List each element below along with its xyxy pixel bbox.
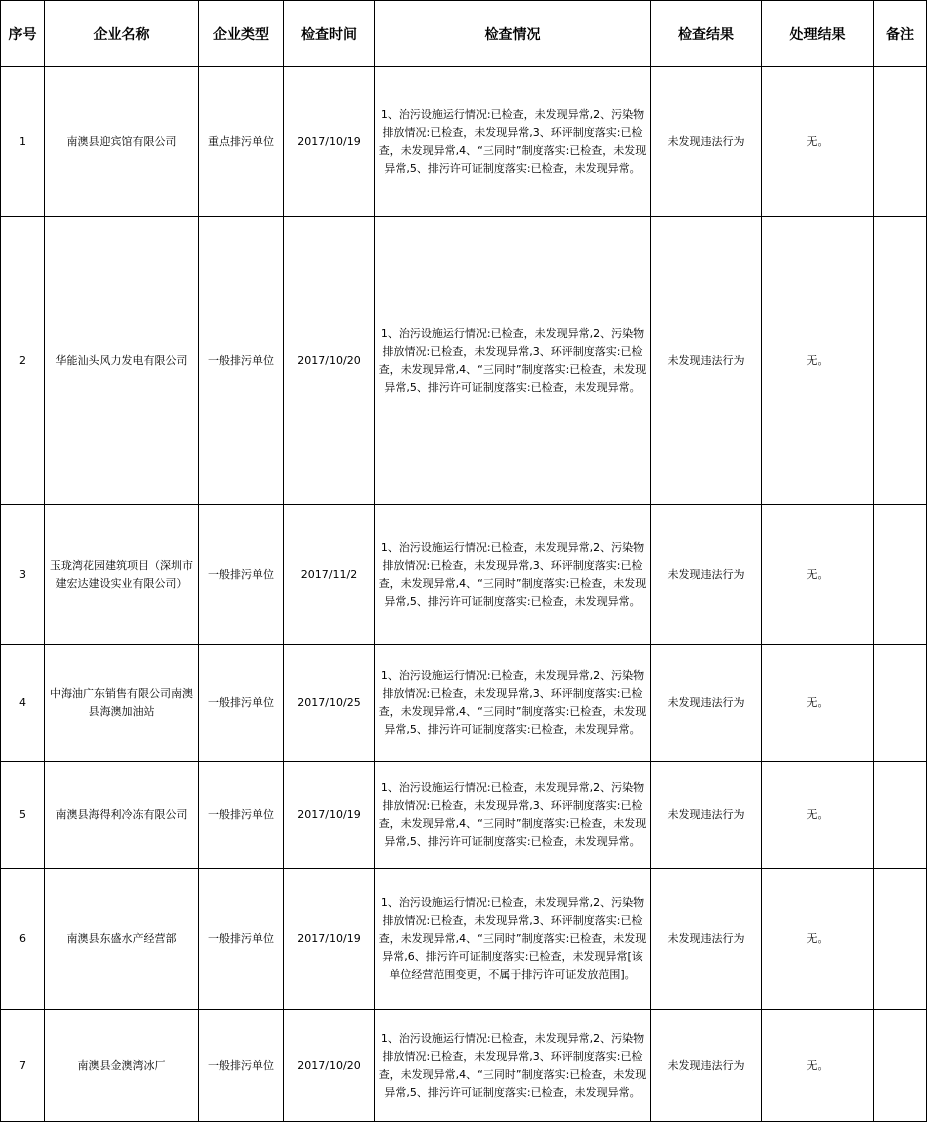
header-inspection-result: 检查结果 xyxy=(651,1,762,67)
cell-remark xyxy=(874,869,927,1010)
header-remark: 备注 xyxy=(874,1,927,67)
cell-handling-result: 无。 xyxy=(762,869,874,1010)
table-row xyxy=(1,645,927,762)
cell-handling-result: 无。 xyxy=(762,645,874,762)
header-no: 序号 xyxy=(1,1,45,67)
cell-handling-result: 无。 xyxy=(762,217,874,505)
cell-inspection-date: 2017/10/20 xyxy=(284,217,375,505)
cell-no: 5 xyxy=(1,762,45,869)
cell-inspection-result: 未发现违法行为 xyxy=(651,1010,762,1122)
cell-no: 4 xyxy=(1,645,45,762)
cell-company-type: 一般排污单位 xyxy=(199,645,284,762)
header-inspection-date: 检查时间 xyxy=(284,1,375,67)
header-company-name: 企业名称 xyxy=(45,1,199,67)
cell-handling-result: 无。 xyxy=(762,505,874,645)
table-row xyxy=(1,505,927,645)
cell-remark xyxy=(874,645,927,762)
cell-inspection-result: 未发现违法行为 xyxy=(651,645,762,762)
cell-inspection-details: 1、治污设施运行情况:已检查，未发现异常,2、污染物排放情况:已检查，未发现异常,3、环评制度落实:已检查，未发现异常,4、“三同时”制度落实:已检查，未发现异常,5、排污许可证制度落实:已检查，未发现异常。 xyxy=(375,645,651,762)
cell-company-type: 重点排污单位 xyxy=(199,67,284,217)
cell-handling-result: 无。 xyxy=(762,762,874,869)
header-handling-result: 处理结果 xyxy=(762,1,874,67)
cell-remark xyxy=(874,762,927,869)
cell-inspection-result: 未发现违法行为 xyxy=(651,217,762,505)
table-row xyxy=(1,869,927,1010)
cell-company-name: 中海油广东销售有限公司南澳县海澳加油站 xyxy=(45,645,199,762)
cell-no: 7 xyxy=(1,1010,45,1122)
table-row xyxy=(1,1010,927,1122)
cell-inspection-date: 2017/10/19 xyxy=(284,869,375,1010)
cell-inspection-date: 2017/10/25 xyxy=(284,645,375,762)
cell-company-name: 南澳县海得利冷冻有限公司 xyxy=(45,762,199,869)
cell-no: 1 xyxy=(1,67,45,217)
cell-remark xyxy=(874,67,927,217)
cell-inspection-result: 未发现违法行为 xyxy=(651,67,762,217)
header-inspection-details: 检查情况 xyxy=(375,1,651,67)
cell-no: 3 xyxy=(1,505,45,645)
cell-handling-result: 无。 xyxy=(762,67,874,217)
cell-company-name: 南澳县东盛水产经营部 xyxy=(45,869,199,1010)
cell-inspection-date: 2017/10/20 xyxy=(284,1010,375,1122)
cell-no: 2 xyxy=(1,217,45,505)
cell-no: 6 xyxy=(1,869,45,1010)
cell-remark xyxy=(874,1010,927,1122)
cell-company-type: 一般排污单位 xyxy=(199,217,284,505)
cell-inspection-date: 2017/10/19 xyxy=(284,762,375,869)
cell-inspection-date: 2017/11/2 xyxy=(284,505,375,645)
cell-handling-result: 无。 xyxy=(762,1010,874,1122)
cell-company-name: 南澳县金澳湾冰厂 xyxy=(45,1010,199,1122)
cell-inspection-details: 1、治污设施运行情况:已检查，未发现异常,2、污染物排放情况:已检查，未发现异常,3、环评制度落实:已检查，未发现异常,4、“三同时”制度落实:已检查，未发现异常,5、排污许可证制度落实:已检查，未发现异常。 xyxy=(375,505,651,645)
cell-remark xyxy=(874,217,927,505)
cell-company-name: 玉珑湾花园建筑项目（深圳市建宏达建设实业有限公司） xyxy=(45,505,199,645)
cell-company-type: 一般排污单位 xyxy=(199,762,284,869)
header-company-type: 企业类型 xyxy=(199,1,284,67)
cell-company-type: 一般排污单位 xyxy=(199,869,284,1010)
cell-inspection-result: 未发现违法行为 xyxy=(651,762,762,869)
table-row xyxy=(1,762,927,869)
cell-company-name: 南澳县迎宾馆有限公司 xyxy=(45,67,199,217)
cell-inspection-details: 1、治污设施运行情况:已检查，未发现异常,2、污染物排放情况:已检查，未发现异常,3、环评制度落实:已检查，未发现异常,4、“三同时”制度落实:已检查，未发现异常,5、排污许可证制度落实:已检查，未发现异常。 xyxy=(375,1010,651,1122)
cell-inspection-details: 1、治污设施运行情况:已检查，未发现异常,2、污染物排放情况:已检查，未发现异常,3、环评制度落实:已检查，未发现异常,4、“三同时”制度落实:已检查，未发现异常,5、排污许可证制度落实:已检查，未发现异常。 xyxy=(375,762,651,869)
cell-inspection-date: 2017/10/19 xyxy=(284,67,375,217)
cell-inspection-result: 未发现违法行为 xyxy=(651,869,762,1010)
cell-company-type: 一般排污单位 xyxy=(199,505,284,645)
table-row xyxy=(1,67,927,217)
table-row xyxy=(1,217,927,505)
cell-inspection-details: 1、治污设施运行情况:已检查，未发现异常,2、污染物排放情况:已检查，未发现异常,3、环评制度落实:已检查，未发现异常,4、“三同时”制度落实:已检查，未发现异常,6、排污许可证制度落实:已检查，未发现异常[该单位经营范围变更，不属于排污许可证发放范围]。 xyxy=(375,869,651,1010)
cell-company-type: 一般排污单位 xyxy=(199,1010,284,1122)
cell-inspection-details: 1、治污设施运行情况:已检查，未发现异常,2、污染物排放情况:已检查，未发现异常,3、环评制度落实:已检查，未发现异常,4、“三同时”制度落实:已检查，未发现异常,5、排污许可证制度落实:已检查，未发现异常。 xyxy=(375,217,651,505)
cell-remark xyxy=(874,505,927,645)
cell-company-name: 华能汕头风力发电有限公司 xyxy=(45,217,199,505)
cell-inspection-result: 未发现违法行为 xyxy=(651,505,762,645)
header-row xyxy=(1,1,927,67)
cell-inspection-details: 1、治污设施运行情况:已检查，未发现异常,2、污染物排放情况:已检查，未发现异常,3、环评制度落实:已检查，未发现异常,4、“三同时”制度落实:已检查，未发现异常,5、排污许可证制度落实:已检查，未发现异常。 xyxy=(375,67,651,217)
